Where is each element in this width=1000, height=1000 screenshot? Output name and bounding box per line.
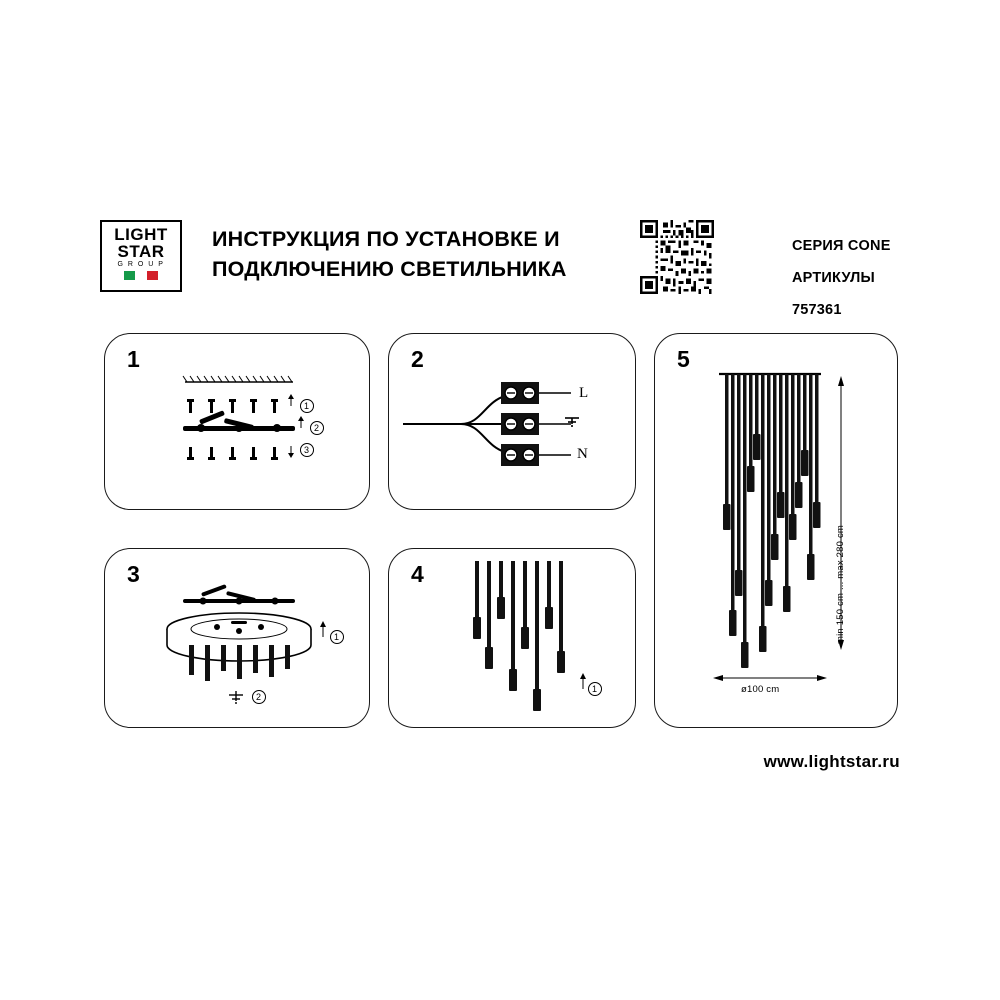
step-3-marker-1: 1 xyxy=(334,632,340,642)
step-number-2: 2 xyxy=(411,346,424,372)
logo-line-2: STAR xyxy=(117,242,165,261)
height-dimension-label: min 150 cm ... max 280 cm xyxy=(835,524,846,644)
step-number-3: 3 xyxy=(127,561,140,587)
step-1-marker-1: 1 xyxy=(304,401,310,411)
website-link[interactable]: www.lightstar.ru xyxy=(763,752,900,771)
terminal-label-l: L xyxy=(579,385,589,401)
step-panel-2 xyxy=(388,333,636,510)
italy-flag-icon xyxy=(124,271,158,280)
step-4-marker-1: 1 xyxy=(592,684,598,694)
page-title-line-1: ИНСТРУКЦИЯ ПО УСТАНОВКЕ И xyxy=(212,227,560,251)
diameter-dimension-label: ø100 cm xyxy=(741,684,780,695)
logo-line-3: G R O U P xyxy=(117,261,165,268)
step-panel-4 xyxy=(388,548,636,728)
qr-code xyxy=(640,220,714,294)
step-number-1: 1 xyxy=(127,346,140,372)
page-title-line-2: ПОДКЛЮЧЕНИЮ СВЕТИЛЬНИКА xyxy=(212,257,567,281)
lightstar-logo xyxy=(100,220,182,292)
header xyxy=(100,212,900,318)
terminal-label-n: N xyxy=(577,446,588,462)
step-1-marker-3: 3 xyxy=(304,445,310,455)
step-2-illustration xyxy=(389,334,637,511)
step-1-illustration xyxy=(105,334,371,511)
footer xyxy=(0,752,900,772)
step-number-5: 5 xyxy=(677,346,690,372)
step-5-illustration xyxy=(655,334,899,729)
step-panel-5 xyxy=(654,333,898,728)
product-meta xyxy=(792,230,900,326)
step-1-marker-2: 2 xyxy=(314,423,320,433)
series-label: СЕРИЯ CONE xyxy=(792,238,891,254)
step-3-marker-2: 2 xyxy=(256,692,262,702)
step-number-4: 4 xyxy=(411,561,424,587)
article-label: АРТИКУЛЫ 757361 xyxy=(792,270,875,318)
page-title xyxy=(212,224,632,284)
step-4-illustration xyxy=(389,549,637,729)
step-panel-1 xyxy=(104,333,370,510)
step-3-illustration xyxy=(105,549,371,729)
logo-line-1: LIGHT xyxy=(114,225,168,244)
step-panel-3 xyxy=(104,548,370,728)
